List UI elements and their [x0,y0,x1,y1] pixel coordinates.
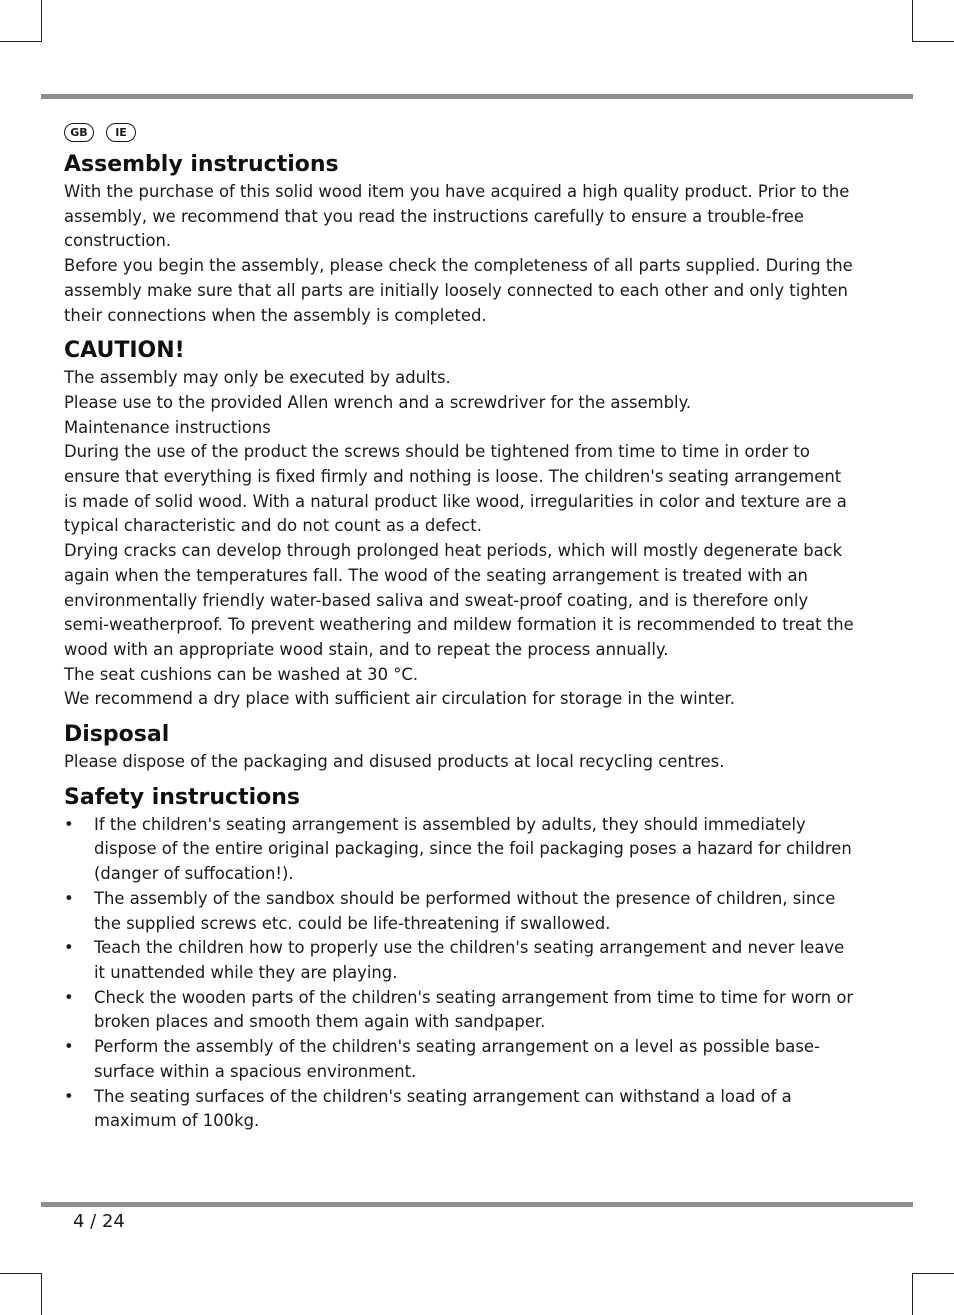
section-heading: Assembly instructions [64,152,339,177]
page-content [64,150,854,1142]
crop-mark [41,0,42,42]
list-item: • If the children's seating arrangement is assembled by adults, they should immediately dispose of the entire original packaging, since the foil packaging poses a hazard for children (danger of suffocation!). [64,813,854,887]
list-item: • Check the wooden parts of the children's seating arrangement from time to time for worn or broken places and smooth them again with sandpaper. [64,986,854,1035]
list-item: • Perform the assembly of the children's seating arrangement on a level as possible base-surface within a spacious environment. [64,1035,854,1084]
paragraph: Maintenance instructions [64,417,271,437]
language-badges [64,123,136,142]
section-heading: Safety instructions [64,784,300,810]
top-rule [41,94,913,99]
paragraph: During the use of the product the screws should be tightened from time to time in order to ensure that everything is fixed firmly and nothing is loose. The children's seating arrangement is made of solid wood. With a natural product like wood, irregularities in color and texture are a typical characteristic and do not count as a defect. [64,442,847,536]
list-item: • Teach the children how to properly use the children's seating arrangement and never leave it unattended while they are playing. [64,936,854,985]
paragraph: The seat cushions can be washed at 30 °C. [64,664,419,684]
section-caution [64,336,854,712]
language-badge-ie: IE [106,123,136,142]
crop-mark [0,1273,42,1274]
crop-mark [912,0,913,42]
crop-mark [41,1273,42,1315]
list-item: • The seating surfaces of the children's seating arrangement can withstand a load of a maximum of 100kg. [64,1085,854,1134]
crop-mark [0,41,42,42]
safety-list [64,813,854,1134]
crop-mark [912,1273,913,1315]
paragraph: We recommend a dry place with sufficient air circulation for storage in the winter. [64,689,735,709]
section-heading: CAUTION! [64,338,185,364]
paragraph: The assembly may only be executed by adults. [64,368,451,388]
page-number: 4 / 24 [73,1211,125,1232]
section-disposal [64,720,854,775]
list-item: • The assembly of the sandbox should be performed without the presence of children, since the supplied screws etc. could be life-threatening if swallowed. [64,887,854,936]
paragraph: Drying cracks can develop through prolonged heat periods, which will mostly degenerate back again when the temperatures fall. The wood of the seating arrangement is treated with an environmentally friendly water-based saliva and sweat-proof coating, and is therefore only semi-weatherproof. To prevent weathering and mildew formation it is recommended to treat the wood with an appropriate wood stain, and to repeat the process annually. [64,541,854,659]
section-assembly [64,150,854,328]
crop-mark [912,1273,954,1274]
language-badge-gb: GB [64,123,94,142]
paragraph: Please dispose of the packaging and disused products at local recycling centres. [64,752,725,772]
crop-mark [912,41,954,42]
section-safety [64,783,854,1134]
paragraph: Before you begin the assembly, please check the completeness of all parts supplied. During the assembly make sure that all parts are initially loosely connected to each other and only tighten their connections when the assembly is completed. [64,256,853,325]
section-heading: Disposal [64,722,170,748]
paragraph: Please use to the provided Allen wrench and a screwdriver for the assembly. [64,392,692,412]
bottom-rule [41,1202,913,1207]
paragraph: With the purchase of this solid wood item you have acquired a high quality product. Prior to the assembly, we recommend that you read the instructions carefully to ensure a trouble-free construction. [64,182,850,251]
